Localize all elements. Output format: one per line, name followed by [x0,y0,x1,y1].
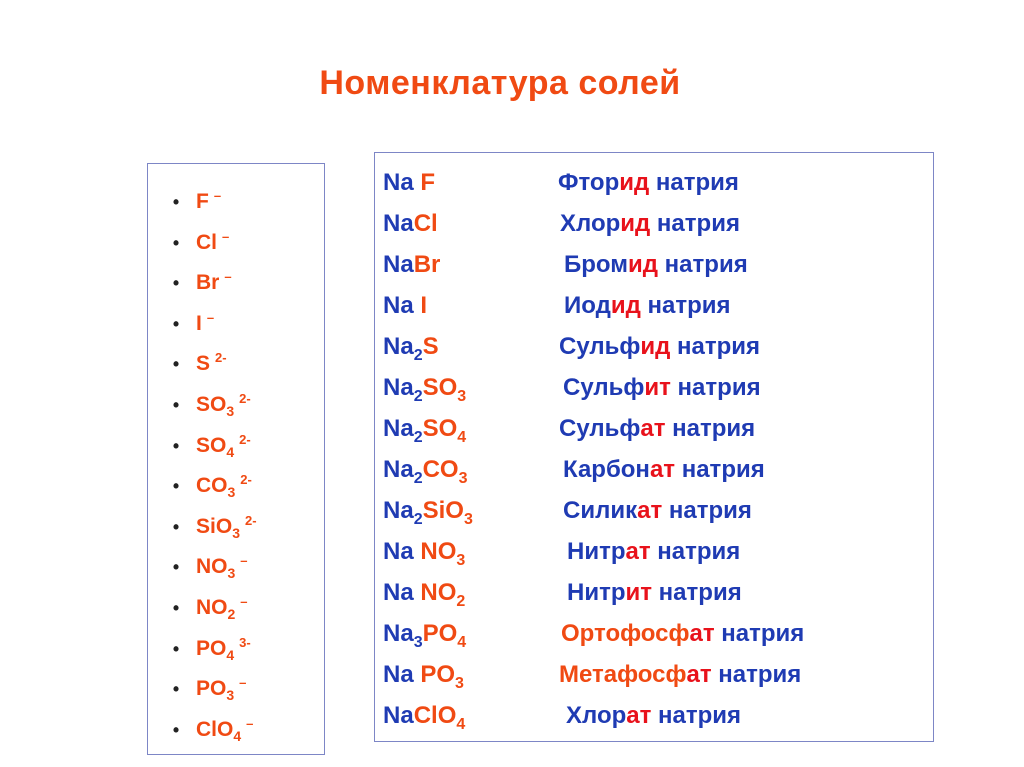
formula-anion: 4 [457,634,467,651]
anion-item [156,663,246,703]
salt-row [383,409,923,449]
anions-list [147,163,325,755]
salt-name [563,368,761,408]
anion-subscript: 3 [226,403,235,419]
salt-formula [383,204,438,244]
anion-charge: – [222,228,230,244]
anion-symbol: CO [196,474,228,498]
formula-anion: 4 [456,716,466,733]
formula-part: 2 [413,470,423,487]
salt-row [383,491,923,531]
salt-name [559,655,801,695]
formula-anion: S [422,333,439,360]
salt-formula [383,163,435,203]
formula-anion: ClO [413,702,457,729]
name-stem: Метафосф [559,661,687,688]
bullet-icon: • [172,313,180,334]
anion-item [156,541,248,581]
salt-row [383,532,923,572]
name-suffix: ит [644,374,671,401]
salt-row [383,286,923,326]
formula-part: Na [383,169,421,196]
formula-part: Na [383,251,414,278]
name-stem: Силик [563,497,638,524]
anion-symbol: S [196,352,211,376]
name-stem: Хлор [560,210,621,237]
anion-item [156,623,251,663]
name-tail: натрия [640,292,731,319]
name-tail: натрия [675,456,765,483]
name-tail: натрия [665,415,756,442]
salt-formula [383,696,465,745]
anion-charge: – [240,594,248,609]
anion-subscript: 2 [227,606,236,622]
name-tail: натрия [714,620,805,647]
salt-name [563,491,752,531]
formula-anion: F [420,169,436,196]
formula-anion: SiO [422,497,464,524]
anion-item [156,460,252,500]
salt-name [564,286,731,326]
bullet-icon: • [172,395,180,415]
salt-row [383,245,923,285]
anion-symbol: SiO [196,514,233,538]
anion-charge: – [240,553,248,569]
bullet-icon: • [172,476,180,497]
formula-anion: PO [422,620,458,647]
formula-anion: NO [420,538,457,565]
name-suffix: ид [628,251,659,278]
salt-name [566,696,741,736]
name-stem: Сульф [559,333,641,360]
formula-anion: 3 [455,675,464,692]
anion-item [156,298,214,338]
salt-row [383,573,923,613]
formula-part: Na [383,210,414,237]
salt-row [383,614,923,654]
anion-subscript: 3 [227,484,236,501]
anion-charge: 2- [239,391,251,406]
salt-name [567,573,742,613]
formula-part: Na [383,702,414,729]
formula-anion: SO [422,374,458,401]
formula-part: 3 [413,634,423,651]
anion-symbol: Br [196,271,220,295]
name-stem: Иод [564,292,611,319]
name-suffix: ат [686,661,712,688]
anion-charge: 2- [239,431,251,447]
anion-subscript: 3 [226,687,235,704]
anion-symbol: NO [196,596,228,619]
name-tail: натрия [662,497,752,524]
name-suffix: ат [689,620,715,647]
name-stem: Нитр [567,579,626,606]
page-title: Номенклатура солей [319,64,681,102]
name-stem: Фтор [558,169,620,196]
anion-subscript: 4 [226,646,235,663]
name-stem: Сульф [563,374,645,401]
formula-part: 2 [413,429,423,446]
name-stem: Сульф [559,415,641,442]
name-tail: натрия [652,579,742,606]
name-stem: Ортофосф [561,620,690,647]
bullet-icon: • [172,435,180,456]
formula-anion: Br [413,251,441,278]
anion-symbol: Cl [196,230,217,254]
name-tail: натрия [670,333,761,360]
name-tail: натрия [650,538,741,565]
anion-symbol: I [196,311,202,335]
name-tail: натрия [650,210,740,237]
anion-charge: – [213,188,222,203]
salt-row [383,655,923,695]
salt-name [561,614,804,654]
salt-name [558,163,739,203]
bullet-icon: • [172,232,180,253]
anion-charge: – [206,309,215,325]
anion-charge: 3- [239,634,251,650]
name-tail: натрия [670,374,761,401]
anion-charge: – [246,715,254,731]
formula-part: Na [383,456,414,483]
formula-anion: Cl [413,210,438,237]
anion-symbol: PO [196,636,227,660]
salt-row [383,163,923,203]
salts-table [374,152,934,742]
salt-row [383,327,923,367]
formula-anion: 3 [457,388,467,405]
salt-name [559,409,755,449]
formula-part: Na [383,415,414,442]
name-tail: натрия [651,702,742,729]
name-stem: Нитр [567,538,626,565]
anion-charge: 2- [244,512,257,528]
name-suffix: ат [640,415,666,442]
salt-formula [383,245,440,285]
formula-part: Na [383,292,421,319]
name-tail: натрия [711,661,802,688]
anion-item [156,582,248,622]
anion-item [156,338,227,378]
formula-anion: I [420,292,428,319]
anion-item [156,257,232,297]
bullet-icon: • [172,638,180,659]
salt-row [383,450,923,490]
salt-formula [383,286,427,326]
bullet-icon: • [172,719,180,740]
anion-item [156,379,251,419]
formula-part: Na [383,620,414,647]
salt-row [383,368,923,408]
bullet-icon: • [172,192,180,212]
formula-anion: 3 [456,552,466,569]
anion-subscript: 3 [232,524,240,541]
formula-anion: 4 [457,429,467,446]
name-suffix: ид [610,292,641,319]
formula-part: 2 [413,388,423,405]
formula-part: Na [383,661,421,688]
formula-anion: 3 [463,511,473,528]
formula-part: Na [383,374,414,401]
name-suffix: ид [640,333,671,360]
formula-part: Na [383,333,414,360]
name-stem: Карбон [563,456,650,483]
salt-name [564,245,748,285]
formula-part: 2 [413,511,423,528]
formula-anion: CO [422,456,459,483]
name-suffix: ат [625,538,651,565]
anion-charge: 2- [240,472,252,488]
anion-subscript: 3 [227,565,236,582]
anion-item [156,420,251,460]
formula-anion: 3 [458,470,468,487]
salt-name [563,450,765,490]
name-suffix: ат [637,497,663,524]
anion-symbol: NO [196,555,228,579]
anion-symbol: PO [196,677,227,701]
bullet-icon: • [172,679,180,700]
name-suffix: ит [625,579,653,606]
salt-row [383,204,923,244]
formula-anion: 2 [456,593,466,610]
bullet-icon: • [172,273,180,294]
name-tail: натрия [658,251,748,278]
name-stem: Хлор [566,702,627,729]
anion-item [156,176,221,216]
salt-row [383,696,923,736]
anion-charge: – [224,269,232,285]
anion-subscript: 4 [233,727,242,744]
formula-part: Na [383,579,421,606]
name-stem: Бром [564,251,629,278]
name-suffix: ат [649,456,676,483]
name-tail: натрия [649,169,739,196]
salt-name [560,204,740,244]
formula-anion: PO [420,661,456,688]
anion-symbol: SO [196,433,227,457]
anion-symbol: SO [196,393,227,416]
bullet-icon: • [172,598,180,618]
anion-item [156,217,229,257]
anion-charge: – [239,675,247,691]
formula-part: Na [383,497,414,524]
formula-part: 2 [413,347,423,364]
bullet-icon: • [172,354,180,375]
salt-name [559,327,760,367]
bullet-icon: • [172,557,180,578]
name-suffix: ат [626,702,652,729]
anion-symbol: ClO [196,717,234,741]
bullet-icon: • [172,516,180,537]
salt-name [567,532,740,572]
name-suffix: ид [619,169,650,196]
anion-subscript: 4 [226,443,235,460]
anion-item [156,704,253,744]
name-suffix: ид [620,210,651,237]
anion-item [156,501,257,541]
formula-part: Na [383,538,421,565]
anion-charge: 2- [215,350,227,366]
anion-symbol: F [196,190,209,213]
formula-anion: NO [420,579,457,606]
formula-anion: SO [422,415,458,442]
